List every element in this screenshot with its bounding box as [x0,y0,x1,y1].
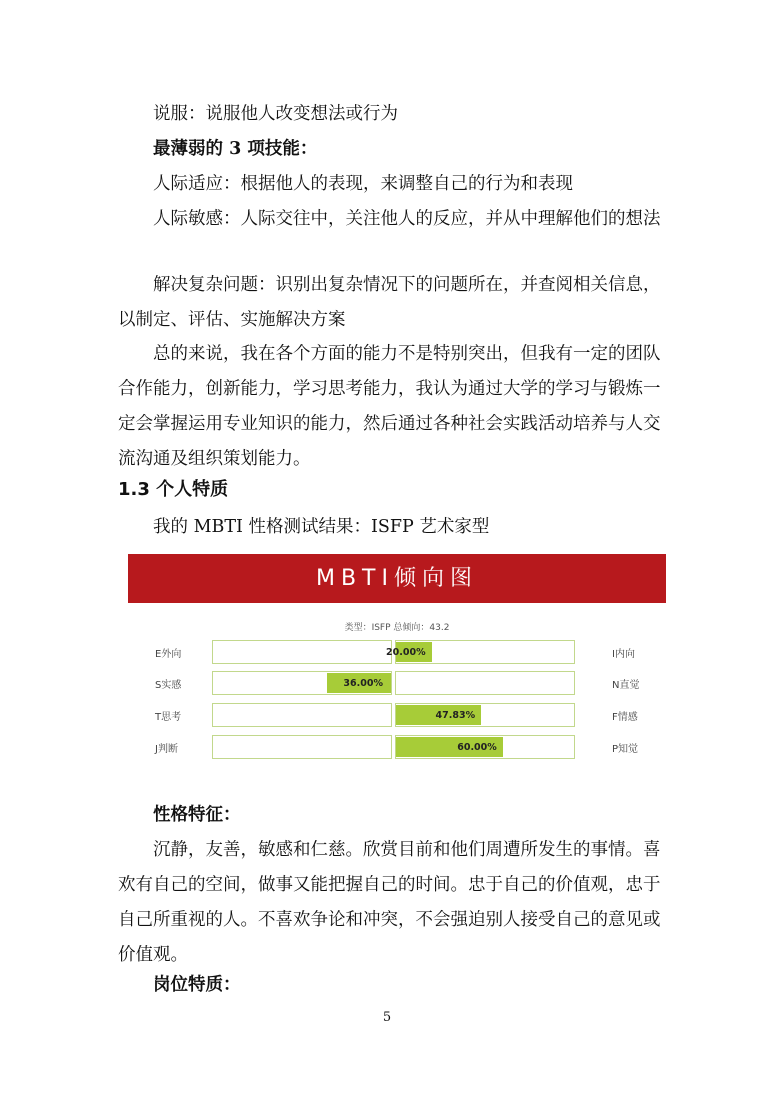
mbti-row [128,671,666,695]
bar-fill [327,673,391,693]
bar-value-label: 36.00% [343,678,383,689]
bar-left-track [212,735,392,759]
paragraph-solve: 解决复杂问题：识别出复杂情况下的问题所在，并查阅相关信息，以制定、评估、实施解决方案 [118,275,661,330]
mbti-row [128,640,666,664]
mbti-chart [128,554,666,769]
chart-title: MBTI倾向图 [128,554,666,603]
page-number: 5 [382,1010,392,1025]
traits-title: 性格特征： [153,805,241,825]
mbti-result: 我的 MBTI 性格测试结果：ISFP 艺术家型 [153,517,490,537]
row-right-label: N直觉 [612,680,640,691]
paragraph-persuade: 说服：说服他人改变想法或行为 [153,104,398,124]
paragraph-summary: 总的来说，我在各个方面的能力不是特别突出，但我有一定的团队合作能力，创新能力，学习思考能力，我认为通过大学的学习与锻炼一定会掌握运用专业知识的能力，然后通过各种社会实践活动培养与人交流沟通及组织策划能力。 [118,344,661,469]
bar-fill [396,737,503,757]
bar-left-track [212,671,392,695]
paragraph-sensitive: 人际敏感：人际交往中，关注他人的反应，并从中理解他们的想法 [153,209,661,229]
bar-value-label: 60.00% [457,742,497,753]
bar-value-label: 20.00% [386,647,426,658]
row-right-label: P知觉 [612,744,639,755]
section-heading: 1.3 个人特质 [118,479,229,500]
chart-subtitle: 类型：ISFP 总倾向：43.2 [344,623,450,633]
traits-body: 沉静，友善，敏感和仁慈。欣赏目前和他们周遭所发生的事情。喜欢有自己的空间，做事又能把握自己的时间。忠于自己的价值观，忠于自己所重视的人。不喜欢争论和冲突，不会强迫别人接受自己的意见或价值观。 [118,840,661,965]
bar-fill [386,642,432,662]
bar-right-track [395,703,575,727]
row-left-label: T思考 [155,712,182,723]
bar-fill [396,705,481,725]
bar-right-track [386,640,575,664]
row-right-label: I内向 [612,649,635,660]
bar-value-label: 47.83% [435,710,476,721]
mbti-row [128,735,666,759]
bar-right-track [395,735,575,759]
mbti-row [128,703,666,727]
weakest-skills-title: 最薄弱的 3 项技能： [153,139,318,159]
row-left-label: J判断 [155,744,178,755]
bar-left-track [212,640,392,664]
row-left-label: E外向 [155,649,182,660]
bar-right-track [395,671,575,695]
paragraph-adapt: 人际适应：根据他人的表现，来调整自己的行为和表现 [153,174,573,194]
job-traits-title: 岗位特质： [153,975,241,995]
bar-left-track [212,703,392,727]
row-left-label: S实感 [155,680,182,691]
row-right-label: F情感 [612,712,638,723]
